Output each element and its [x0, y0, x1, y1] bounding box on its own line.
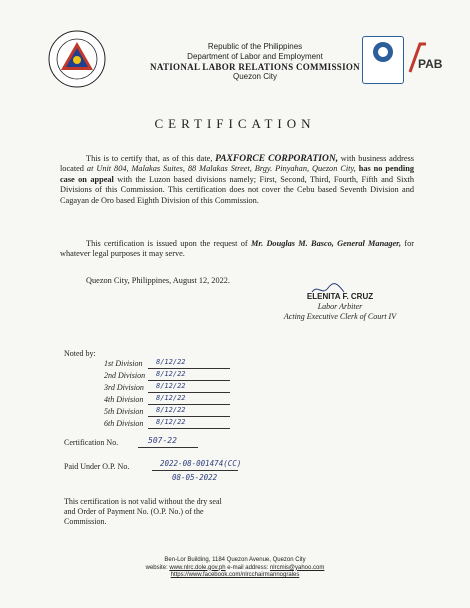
no-pending-phrase: has no pending case on appeal	[60, 164, 414, 184]
division-name: 3rd Division	[104, 383, 144, 392]
cert-no-underline	[138, 447, 198, 448]
signature-block	[240, 292, 440, 322]
op-no-value: 2022-08-001474(CC)	[160, 459, 242, 468]
division-name: 6th Division	[104, 419, 144, 428]
socotec-badge	[362, 36, 404, 84]
division-initial: 8/12/22	[156, 370, 186, 378]
footer-website-link[interactable]: www.nlrc.dole.gov.ph	[169, 564, 226, 571]
requester: Mr. Douglas M. Basco, General Manager,	[250, 239, 402, 248]
op-no-underline	[152, 470, 238, 471]
footer-email-link[interactable]: nlrcmis@yahoo.com	[269, 564, 325, 571]
division-underline	[148, 428, 230, 429]
footer-facebook-link[interactable]: https://www.facebook.com/nlrcchairmannograles	[170, 572, 300, 578]
division-initial: 8/12/22	[156, 406, 186, 414]
validity-note: This certification is not valid without the dry seal and Order of Payment No. (O.P. No.) of the Commission.	[64, 497, 222, 526]
pab-logo	[404, 38, 443, 80]
division-name: 2nd Division	[104, 371, 146, 380]
signature-icon	[310, 282, 350, 296]
footer-address: Ben-Lor Building, 1184 Quezon Avenue, Quezon City	[164, 557, 306, 563]
company-name: PAXFORCE CORPORATION,	[215, 154, 339, 164]
division-underline	[148, 404, 230, 405]
division-underline	[148, 416, 230, 417]
header-org: NATIONAL LABOR RELATIONS COMMISSION	[150, 62, 360, 72]
header-department: Department of Labor and Employment	[187, 52, 323, 61]
body-paragraph-3	[60, 276, 414, 286]
op-no-label: Paid Under O.P. No.	[64, 462, 130, 471]
division-underline	[148, 392, 230, 393]
division-initial: 8/12/22	[156, 382, 186, 390]
division-underline	[148, 368, 230, 369]
pab-text: PAB	[418, 57, 443, 71]
division-initial: 8/12/22	[156, 418, 186, 426]
header-republic: Republic of the Philippines	[207, 42, 303, 51]
division-name: 1st Division	[104, 359, 143, 368]
nlrc-seal-logo	[48, 30, 106, 88]
letterhead	[120, 42, 390, 82]
signatory-title-2: Acting Executive Clerk of Court IV	[283, 312, 397, 321]
document-title: CERTIFICATION	[154, 116, 316, 131]
division-name: 4th Division	[104, 395, 144, 404]
division-initial: 8/12/22	[156, 394, 186, 402]
signatory-title-1: Labor Arbiter	[317, 302, 363, 311]
cert-no-value: 507-22	[148, 436, 177, 445]
socotec-icon	[363, 37, 403, 67]
division-name: 5th Division	[104, 407, 144, 416]
noted-by-label: Noted by:	[64, 349, 96, 358]
header-city: Quezon City	[232, 72, 278, 81]
body-paragraph-1: This is to certify that, as of this date, PAXFORCE CORPORATION, with business address located at Unit 804, Malakas Suites, 88 Malakas Street, Brgy. Pinyahan, Quezon City, has no pending case on appeal with the Luzon based divisions namely; First, Second, Third, Fourth, Fifth and Sixth Divisions of this Commission. This certification does not cover the Cebu based Seventh Division and Cagayan de Oro based Eighth Division of this Commission.	[60, 154, 415, 205]
date-line: Quezon City, Philippines, August 12, 2022.	[86, 276, 230, 285]
signatory-name: ELENITA F. CRUZ	[306, 292, 374, 301]
division-underline	[148, 380, 230, 381]
business-address: at Unit 804, Malakas Suites, 88 Malakas Street, Brgy. Pinyahan, Quezon City,	[86, 164, 356, 174]
cert-no-label: Certification No.	[64, 438, 119, 447]
op-date-value: 08-05-2022	[172, 473, 218, 482]
body-paragraph-2: This certification is issued upon the request of Mr. Douglas M. Basco, General Manager, for whatever legal purposes it may serve.	[60, 239, 414, 259]
footer: Ben-Lor Building, 1184 Quezon Avenue, Quezon City website: www.nlrc.dole.gov.ph e-mail address: nlrcmis@yahoo.com https://www.facebook.com/nlrcchairmannograles	[0, 557, 470, 580]
division-initial: 8/12/22	[156, 358, 186, 366]
